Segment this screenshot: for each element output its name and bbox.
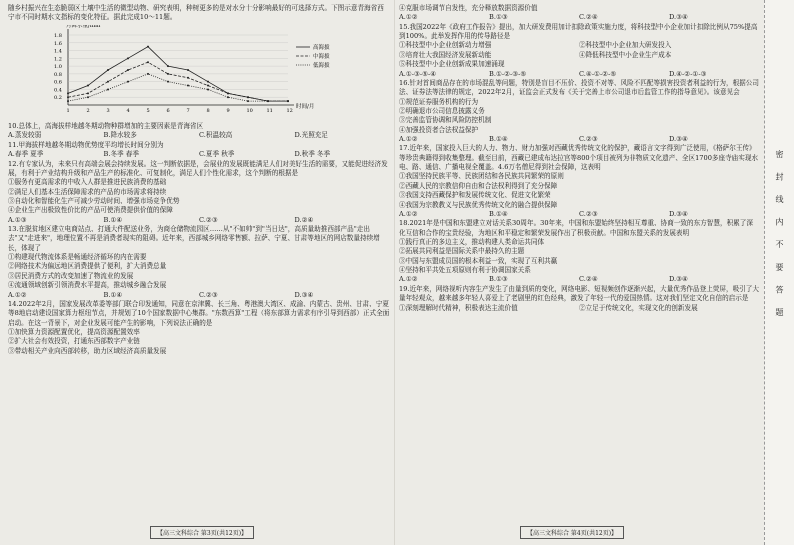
- q13-option-1: A.①②: [8, 290, 27, 299]
- q12-item-4: ④企业生产出极致性价比的产品可使消费提供价值的保障: [8, 206, 173, 215]
- question-13-options: [8, 291, 390, 300]
- series-1-point: [67, 92, 69, 94]
- x-tick-label: 11: [266, 107, 273, 114]
- y-axis-label: 月降水量/mm: [66, 24, 101, 29]
- series-3-point: [187, 84, 189, 86]
- question-10-options: [8, 131, 390, 140]
- q13-option-3: C.②③: [199, 290, 218, 299]
- y-tick-label: 1.4: [54, 48, 62, 55]
- series-2-point: [227, 92, 229, 94]
- question-13-items: [8, 253, 390, 290]
- q14-item-3: ③带动相关产业向西部转移，助力区域经济高质量发展: [8, 346, 167, 355]
- q14-option-1: A.①②: [399, 13, 418, 22]
- q13-option-4: D.③④: [294, 290, 314, 299]
- series-1-point: [87, 84, 89, 86]
- legend-label-2: 中海拔: [313, 53, 330, 60]
- series-3-point: [87, 96, 89, 98]
- y-tick-label: 0.4: [54, 87, 62, 94]
- intro-text: 随乡村振兴在生态脆弱区土壤中生活的微型动物、研究表明，种树更多的是对水分十分影响最好的可选择方式。下图示意青海省西宁市不同时期水文指标的变化特征。据此完成10～11题。: [8, 4, 384, 22]
- x-tick-label: 8: [206, 107, 210, 114]
- question-18: 18.2021年是中国和东盟建立对话关系30周年。30年来，中国和东盟始终坚持相互尊重、协商一致的东方智慧，积累了深化互信和合作的宝贵经验，为地区和平稳定和繁荣发展作出了积极贡献。中国和东盟关系的发展表明: [399, 219, 753, 237]
- q16-option-4: D.③④: [669, 135, 688, 144]
- q16-option-3: C.②③: [579, 135, 598, 144]
- q17-item-2: ②西藏人民的宗教信仰自由和合法权利得到了充分保障: [399, 181, 558, 190]
- q19-item-1: ①深刻理解时代精神，积极表达主流价值: [399, 303, 518, 312]
- q18-item-1: ①践行真正的多边主义，推动构建人类命运共同体: [399, 237, 545, 246]
- seal-line-label: 密 封 线 内 不 要 答 题: [775, 150, 784, 322]
- q17-option-3: C.②③: [579, 209, 598, 218]
- question-14-options: [399, 13, 759, 22]
- q15-item-1: ①科技型中小企业创新动力增强: [399, 41, 492, 50]
- question-15-items: [399, 41, 759, 69]
- series-3-point: [167, 80, 169, 82]
- q18-option-3: C.②④: [579, 275, 598, 284]
- series-2-point: [187, 76, 189, 78]
- question-14: 14.2022年2月，国家发展改革委等部门联合印发通知，同意在京津冀、长三角、粤港澳大湾区、成渝、内蒙古、贵州、甘肃、宁夏等8地启动建设国家算力枢纽节点，并规划了10个国家数据中心集群。"东数西算"工程（将东部算力需求有序引导到西部）正式全面启动。在这一背景下，对企业发展可能产生的影响，下列说法正确的是: [8, 299, 390, 327]
- q14-item-2: ②扩大社会有效投资，打通东西部数字产业链: [8, 337, 140, 346]
- q13-item-4: ④流通领域创新引领消费水平提高，推动城乡融合发展: [8, 281, 167, 290]
- q14-option-2: B.①③: [489, 13, 508, 22]
- series-3-point: [107, 88, 109, 90]
- q15-item-2: ②科技型中小企业加大研发投入: [579, 41, 672, 50]
- question-19: 19.近年来，网络视听内容生产发生了由量到质的变化，网络电影、短视频创作逐渐兴起，大量优秀作品登上荧屏，吸引了大量年轻观众，越来越多年轻人喜爱上了老剧里的红色经典，激发了年轻一代的爱国热情。这对我们坚定文化自信的启示是: [399, 284, 759, 303]
- q17-option-2: B.①④: [489, 209, 508, 218]
- q15-item-4: ④降低科技型中小企业生产成本: [579, 50, 672, 59]
- x-axis-label: 时间/月: [296, 103, 315, 110]
- q14-item-1: ①加快算力资源配置优化，提高资源配置效率: [8, 327, 140, 336]
- q10-option-2: B.降水较多: [103, 131, 137, 140]
- question-11: 11.甲海拔样地越冬期动物优势度平均增长时间分别为: [8, 140, 164, 149]
- question-13: 13.在脱贫地区建立电商站点、打通大件配送业务，为商仓储物流园区……从"不如帅"到"当日达"，高质量助推西部产品"走出去"又"走进来"，地理位置不再是消费者现实的阻碍。近年来，西部城乡网络零售额、拉萨、宁夏、甘肃等地区的网店数量持续增长，体现了: [8, 225, 380, 252]
- q10-option-1: A.蒸发较弱: [8, 131, 42, 140]
- question-12-items: [8, 178, 390, 215]
- question-18-options: [399, 275, 759, 284]
- q14-item-4: ④克服市场调节自发性，充分释放数据资源价值: [399, 4, 538, 12]
- q12-item-3: ③自动化和智能化生产可减少劳动时间、增强市场竞争优势: [8, 196, 180, 205]
- q16-item-3: ③完善监管协调和风险防控机制: [399, 116, 492, 125]
- q12-option-1: A.①③: [8, 215, 27, 224]
- q18-option-4: D.③④: [669, 275, 688, 284]
- series-1-point: [167, 65, 169, 67]
- q16-item-2: ②明确退市公司信息披露义务: [399, 106, 485, 115]
- series-2-point: [147, 61, 149, 63]
- page-4-column: [399, 4, 759, 313]
- series-3-point: [67, 100, 69, 102]
- q17-item-3: ③我国支持西藏保护和发展传统文化、促进文化繁荣: [399, 191, 551, 200]
- question-17: 17.近年来，国家投入巨大的人力、物力、财力加强对西藏优秀传统文化的保护，藏语言文字得到广泛使用，《格萨尔王传》等珍贵典籍得到收集整理。截至目前，西藏已建成布达拉宫等800个项目被列为非物质文化遗产、全区1700多座寺庙实现水电、路、通信、广播电视全覆盖。4.6万名僧尼得到社会保障，这表明: [399, 144, 759, 172]
- x-tick-label: 6: [166, 107, 170, 114]
- series-3-point: [267, 100, 269, 102]
- y-tick-label: 0.2: [54, 94, 62, 101]
- q10-option-4: D.光照充足: [294, 131, 329, 140]
- q12-option-3: C.②③: [199, 215, 218, 224]
- question-16-options: [399, 135, 759, 144]
- page-4-footer: 【高三文科综合 第4页(共12页)】: [520, 526, 624, 539]
- q17-option-4: D.③④: [669, 209, 688, 218]
- q15-option-1: A.①-③-⑤-④: [399, 69, 437, 78]
- series-line-3: [68, 74, 288, 101]
- q14-option-3: C.②④: [579, 13, 598, 22]
- q16-item-1: ①规范证券服务机构的行为: [399, 97, 479, 106]
- question-17-options: [399, 210, 759, 219]
- q19-item-2: ②立足于传统文化，实现文化的创新发展: [579, 303, 698, 312]
- series-3-point: [127, 80, 129, 82]
- question-16: 16.针对首间商品存在的市场混乱等问题，特别是盲目不压价、投资不对等、风险不匹配等损害投资者利益的行为，根据公司法、证券法等法律的规定，2022年2月，证监会正式发布《关于完善上市公司退市后监管工作的指导意见》。该意见会: [399, 78, 759, 97]
- x-tick-label: 9: [226, 107, 230, 114]
- x-tick-label: 5: [146, 107, 150, 114]
- series-1-point: [107, 69, 109, 71]
- q15-item-3: ③培育壮大我国经济发展新动能: [399, 50, 492, 59]
- y-tick-label: 1.0: [54, 63, 62, 70]
- question-12: 12.有专家认为，未来只有高端会展会持续发展。这一判断依据是，会展业的发展既能满足人们对美好生活的需要，又能促进经济发展，有利于产业结构升级和产品生产的标准化、可复制化，满足人们个性化需求，这个判断的根据是: [8, 159, 388, 177]
- question-10: 10.总体上，高海拔样地越冬期动物种群增加的主要因素是青海省区: [8, 122, 204, 131]
- x-tick-label: 7: [186, 107, 190, 114]
- legend-label-1: 高海拔: [313, 44, 330, 51]
- question-19-items: [399, 304, 759, 313]
- x-tick-label: 12: [286, 107, 293, 114]
- q11-option-2: B.冬季 春季: [103, 150, 139, 159]
- q15-option-2: B.①-②-③-⑤: [489, 69, 527, 78]
- series-3-point: [147, 73, 149, 75]
- q13-option-2: B.①④: [103, 290, 123, 299]
- y-tick-label: 0.8: [54, 71, 62, 78]
- series-2-point: [247, 96, 249, 98]
- question-12-options: [8, 216, 390, 225]
- q10-option-3: C.积温较高: [199, 131, 233, 140]
- series-1-point: [187, 69, 189, 71]
- question-15-options: [399, 70, 759, 79]
- q13-item-2: ②网络技术为偏远地区消费提供了便利，扩大消费总量: [8, 262, 167, 271]
- series-2-point: [87, 92, 89, 94]
- q12-option-2: B.①④: [103, 215, 123, 224]
- series-1-point: [147, 45, 149, 47]
- q17-option-1: A.①②: [399, 209, 418, 218]
- q18-item-3: ③中国与东盟成员国的根本利益一致，实现了互利共赢: [399, 256, 558, 265]
- series-2-point: [67, 96, 69, 98]
- q14-option-4: D.③④: [669, 13, 688, 22]
- q13-item-3: ③居民消费方式的改变加速了物流业的发展: [8, 271, 134, 280]
- series-1-point: [127, 57, 129, 59]
- question-16-items: [399, 98, 759, 135]
- series-3-point: [207, 88, 209, 90]
- legend-label-3: 低海拔: [313, 62, 330, 69]
- x-tick-label: 10: [246, 107, 253, 114]
- q16-item-4: ④加强投资者合法权益保护: [399, 125, 479, 134]
- question-18-items: [399, 238, 759, 275]
- page-3-column: [8, 4, 390, 356]
- q11-option-4: D.秋季 冬季: [294, 150, 331, 159]
- question-11-options: [8, 150, 390, 159]
- series-2-point: [127, 69, 129, 71]
- x-tick-label: 1: [66, 107, 70, 114]
- series-2-point: [207, 84, 209, 86]
- q11-option-3: C.夏季 秋季: [199, 150, 235, 159]
- q15-option-3: C.④-①-②-⑤: [579, 69, 617, 78]
- q15-item-5: ⑤科技型中小企业创新成果加速涌现: [399, 60, 505, 69]
- y-tick-label: 1.6: [54, 40, 62, 47]
- question-15: 15.我国2022年《政府工作报告》提出，加大研发费用加计扣除政策实施力度，将科技型中小企业加计扣除比例从75%提高到100%。此举发挥作用的传导路径是: [399, 22, 758, 41]
- y-tick-label: 0.6: [54, 79, 62, 86]
- series-3-point: [287, 100, 289, 102]
- q18-option-1: A.①②: [399, 275, 418, 284]
- q12-item-2: ②满足人们基本生活保障需求的产品的市场需求将持续: [8, 187, 167, 196]
- series-3-point: [247, 100, 249, 102]
- q18-option-2: B.①③: [489, 275, 508, 284]
- q17-item-4: ④我国为宗教教义与民族优秀传统文化的融合提供保障: [399, 200, 558, 209]
- question-17-items: [399, 172, 759, 209]
- q16-option-2: B.①④: [489, 135, 508, 144]
- y-tick-label: 1.8: [54, 32, 62, 39]
- series-3-point: [227, 96, 229, 98]
- series-1-point: [207, 80, 209, 82]
- question-14-items: [8, 328, 390, 356]
- q15-option-4: D.④-②-①-③: [669, 69, 707, 78]
- page-divider: [394, 0, 395, 545]
- q17-item-1: ①我国坚持民族平等、民族团结和各民族共同繁荣的原则: [399, 172, 564, 181]
- series-2-point: [167, 73, 169, 75]
- q12-item-1: ①服务有更高需求的中收入人群是推进民族消费的基础: [8, 178, 167, 187]
- q16-option-1: A.①②: [399, 135, 418, 144]
- q18-item-4: ④坚持和平共处五项原则有利于协调国家关系: [399, 266, 531, 275]
- x-tick-label: 3: [106, 107, 110, 114]
- q18-item-2: ②拓展共同利益是国际关系中最持久的主题: [399, 247, 525, 256]
- water-line-chart: [38, 25, 368, 117]
- q13-item-1: ①构建现代物流体系是畅通经济循环的内在需要: [8, 253, 147, 262]
- q11-option-1: A.春季 夏季: [8, 150, 44, 159]
- seal-line-strip: [764, 0, 794, 545]
- q12-option-4: D.②④: [294, 215, 314, 224]
- page-3-footer: 【高三文科综合 第3页(共12页)】: [150, 526, 254, 539]
- x-tick-label: 4: [126, 107, 130, 114]
- series-2-point: [107, 80, 109, 82]
- x-tick-label: 2: [86, 107, 90, 114]
- y-tick-label: 1.2: [54, 56, 62, 63]
